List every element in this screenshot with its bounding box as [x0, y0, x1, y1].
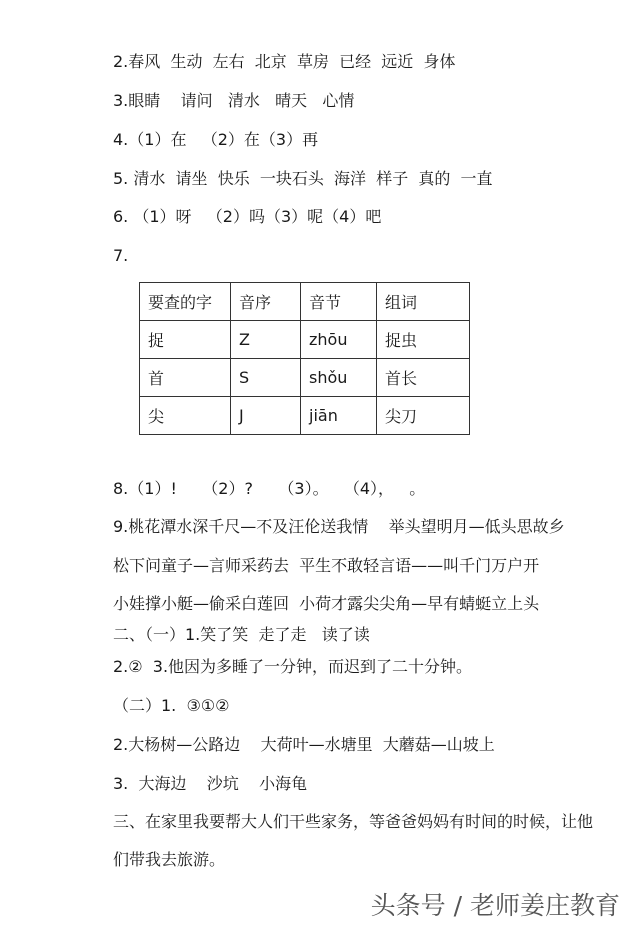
section-3-line-a: 三、在家里我要帮大人们干些家务，等爸爸妈妈有时间的时候，让他	[113, 812, 594, 831]
answer-line-8: 8.（1）! （2）? （3）。 （4）， 。	[113, 479, 426, 498]
table-header-cell: 要查的字	[140, 283, 231, 321]
section-2-line-a: 二、（一）1.笑了笑 走了走 读了读	[113, 625, 370, 644]
answer-line-9a: 9.桃花潭水深千尺—不及汪伦送我情 举头望明月—低头思故乡	[113, 517, 565, 536]
table-cell: zhōu	[301, 321, 377, 359]
answer-line-7: 7.	[113, 246, 129, 265]
table-cell: 首长	[377, 359, 470, 397]
table-cell: 捉虫	[377, 321, 470, 359]
answer-line-4: 4.（1）在 （2）在（3）再	[113, 130, 319, 149]
table-header-row	[140, 283, 470, 321]
table-cell: 尖	[140, 397, 231, 435]
table-header-cell: 音序	[231, 283, 301, 321]
table-cell: Z	[231, 321, 301, 359]
section-3-line-b: 们带我去旅游。	[113, 850, 226, 869]
answer-line-2: 2.春风 生动 左右 北京 草房 已经 远近 身体	[113, 52, 456, 71]
table-row	[140, 359, 470, 397]
dictionary-lookup-table	[139, 282, 470, 435]
table-cell: J	[231, 397, 301, 435]
watermark: 头条号 / 老师姜庄教育	[370, 891, 620, 920]
table-cell: 首	[140, 359, 231, 397]
section-2-line-c: （二）1. ③①②	[113, 696, 230, 715]
table-cell: shǒu	[301, 359, 377, 397]
section-2-line-d: 2.大杨树—公路边 大荷叶—水塘里 大蘑菇—山坡上	[113, 735, 495, 754]
table-cell: jiān	[301, 397, 377, 435]
answer-line-5: 5. 清水 请坐 快乐 一块石头 海洋 样子 真的 一直	[113, 169, 493, 188]
table-header-cell: 音节	[301, 283, 377, 321]
answer-line-3: 3.眼睛 请问 清水 晴天 心情	[113, 91, 355, 110]
answer-line-9c: 小娃撑小艇—偷采白莲回 小荷才露尖尖角—早有蜻蜓立上头	[113, 594, 540, 613]
table-cell: 捉	[140, 321, 231, 359]
table-row	[140, 321, 470, 359]
table-row	[140, 397, 470, 435]
table-header-cell: 组词	[377, 283, 470, 321]
answer-line-6: 6. （1）呀 （2）吗（3）呢（4）吧	[113, 207, 382, 226]
answer-line-9b: 松下问童子—言师采药去 平生不敢轻言语——叫千门万户开	[113, 556, 540, 575]
table-cell: 尖刀	[377, 397, 470, 435]
section-2-line-e: 3. 大海边 沙坑 小海龟	[113, 774, 308, 793]
section-2-line-b: 2.② 3.他因为多睡了一分钟，而迟到了二十分钟。	[113, 657, 473, 676]
table-cell: S	[231, 359, 301, 397]
